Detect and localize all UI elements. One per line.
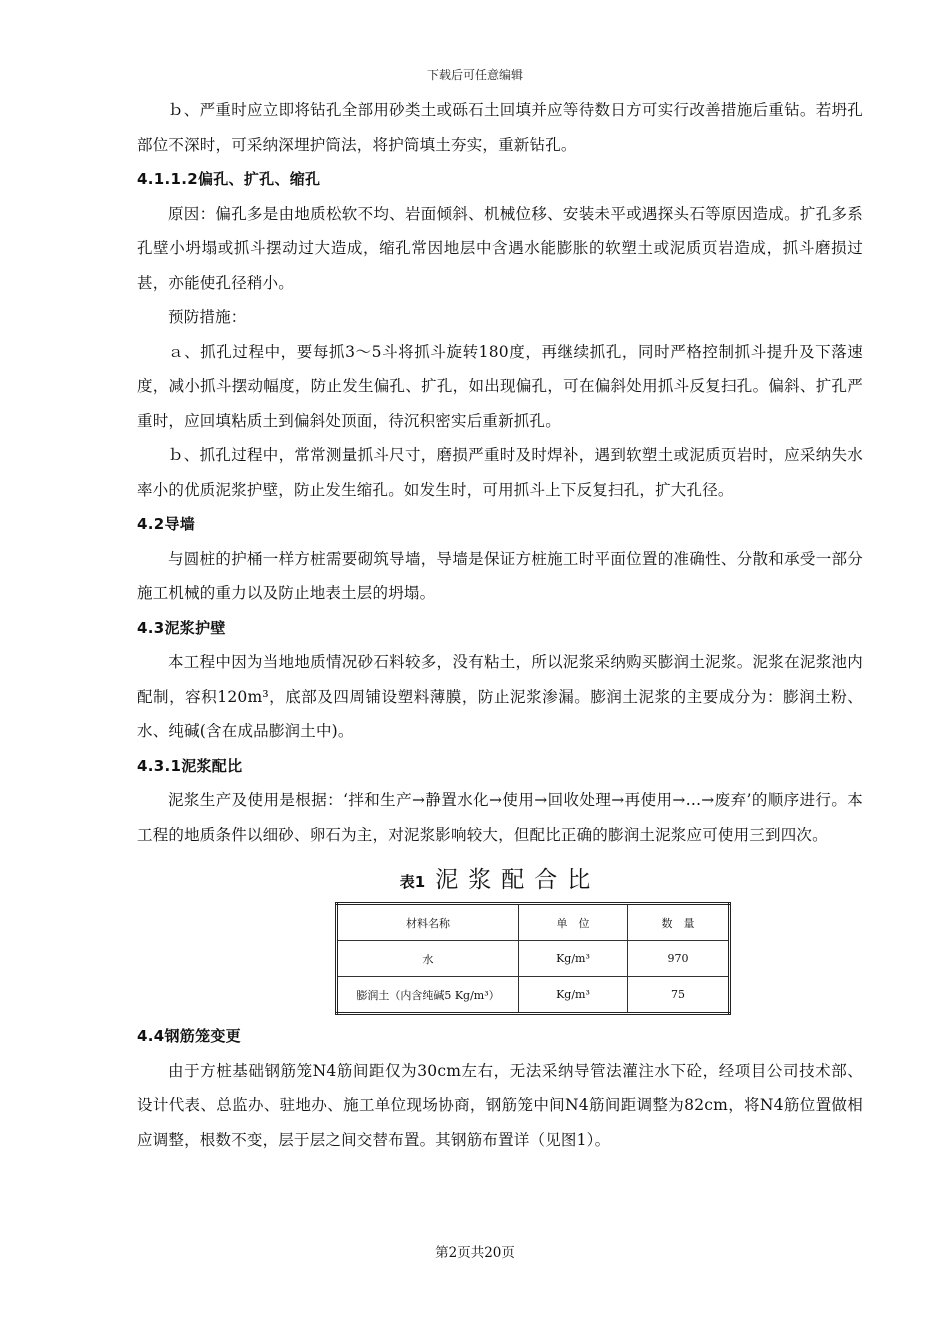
table-header-cell: 单 位 [519, 904, 628, 941]
table-caption [137, 862, 863, 898]
page-header: 下载后可任意编辑 [426, 68, 523, 82]
table-cell: 水 [337, 941, 519, 977]
section-heading: 4.4钢筋笼变更 [137, 1027, 241, 1045]
table-header-cell: 数 量 [628, 904, 730, 941]
page-number: 第2页共20页 [435, 1245, 515, 1261]
table-cell: 970 [628, 941, 730, 977]
paragraph: ｂ、严重时应立即将钻孔全部用砂类土或砾石土回填并应等待数日方可实行改善措施后重钻。若坍孔部位不深时，可采纳深埋护筒法，将护筒填土夯实，重新钻孔。 [137, 101, 863, 154]
table-cell: Kg/m³ [519, 977, 628, 1014]
mud-ratio-table [335, 902, 731, 1015]
table-row [337, 977, 730, 1014]
section-heading: 4.1.1.2偏孔、扩孔、缩孔 [137, 170, 321, 188]
table-header-cell: 材料名称 [337, 904, 519, 941]
paragraph: ａ、抓孔过程中，要每抓3～5斗将抓斗旋转180度，再继续抓孔，同时严格控制抓斗提升及下落速度，减小抓斗摆动幅度，防止发生偏孔、扩孔，如出现偏孔，可在偏斜处用抓斗反复扫孔。偏斜、扩孔严重时，应回填粘质土到偏斜处顶面，待沉积密实后重新抓孔。 [137, 342, 863, 430]
table-cell: 膨润土（内含纯碱5 Kg/m³） [337, 977, 519, 1014]
paragraph: 原因：偏孔多是由地质松软不均、岩面倾斜、机械位移、安装未平或遇探头石等原因造成。扩孔多系孔壁小坍塌或抓斗摆动过大造成，缩孔常因地层中含遇水能膨胀的软塑土或泥质页岩造成，抓斗磨损过甚，亦能使孔径稍小。 [137, 204, 863, 292]
table-cell: 75 [628, 977, 730, 1014]
table-row [337, 941, 730, 977]
paragraph: 预防措施： [168, 308, 247, 326]
paragraph: ｂ、抓孔过程中，常常测量抓斗尺寸，磨损严重时及时焊补，遇到软塑土或泥质页岩时，应采纳失水率小的优质泥浆护壁，防止发生缩孔。如发生时，可用抓斗上下反复扫孔，扩大孔径。 [137, 446, 863, 499]
table-name: 泥浆配合比 [435, 867, 601, 893]
paragraph: 泥浆生产及使用是根据：‘拌和生产→静置水化→使用→回收处理→再使用→…→废弃’的顺序进行。本工程的地质条件以细砂、卵石为主，对泥浆影响较大，但配比正确的膨润土泥浆应可使用三到四次。 [137, 791, 863, 844]
paragraph: 由于方桩基础钢筋笼N4筋间距仅为30cm左右，无法采纳导管法灌注水下砼，经项目公司技术部、设计代表、总监办、驻地办、施工单位现场协商，钢筋笼中间N4筋间距调整为82cm，将N4筋位置做相应调整，根数不变，层于层之间交替布置。其钢筋布置详（见图1）。 [137, 1061, 863, 1149]
table-label: 表1 [399, 873, 426, 891]
page-content [137, 93, 863, 1157]
section-heading: 4.3.1泥浆配比 [137, 756, 243, 775]
table-cell: Kg/m³ [519, 941, 628, 977]
table-header-row [337, 904, 730, 941]
paragraph: 本工程中因为当地地质情况砂石料较多，没有粘土，所以泥浆采纳购买膨润土泥浆。泥浆在泥浆池内配制，容积120m³，底部及四周铺设塑料薄膜，防止泥浆渗漏。膨润土泥浆的主要成分为：膨润土粉、水、纯碱(含在成品膨润土中)。 [137, 653, 863, 740]
section-heading: 4.2导墙 [137, 515, 196, 533]
paragraph: 与圆桩的护桶一样方桩需要砌筑导墙，导墙是保证方桩施工时平面位置的准确性、分散和承受一部分施工机械的重力以及防止地表土层的坍塌。 [137, 549, 863, 602]
section-heading: 4.3泥浆护壁 [137, 618, 226, 637]
